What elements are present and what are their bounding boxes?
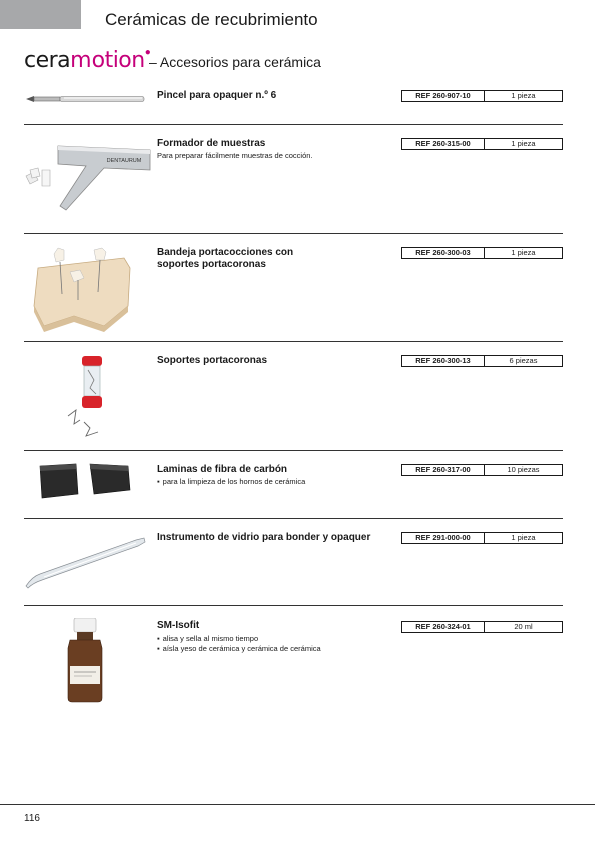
product-name: Instrumento de vidrio para bonder y opaquer xyxy=(157,532,371,543)
product-image-isofit-bottle xyxy=(24,618,144,709)
ref-quantity: 20 ml xyxy=(514,622,533,631)
ref-quantity: 1 pieza xyxy=(511,139,536,148)
footer-separator xyxy=(0,804,595,805)
product-separator xyxy=(24,518,563,519)
product-description: Para preparar fácilmente muestras de cocción. xyxy=(157,151,313,160)
ref-quantity: 1 pieza xyxy=(511,248,536,257)
ref-quantity: 1 pieza xyxy=(511,91,536,100)
product-image-brush xyxy=(24,92,146,111)
product-name-line1: Bandeja portacocciones con xyxy=(157,247,294,258)
product-name: Soportes portacoronas xyxy=(157,355,268,366)
brand-logo-dot: ● xyxy=(144,47,151,58)
product-separator xyxy=(24,233,563,234)
product-image-glass-instrument xyxy=(24,534,148,595)
product-image-crown-supports xyxy=(24,352,114,447)
ref-box xyxy=(401,247,563,259)
product-name: Laminas de fibra de carbón xyxy=(157,464,288,475)
page-title: Cerámicas de recubrimiento xyxy=(105,10,318,29)
brand-logo-part3: otion xyxy=(91,48,145,73)
ref-box xyxy=(401,621,563,633)
product-separator xyxy=(24,124,563,125)
product-image-sample-former xyxy=(24,140,156,217)
section-subtitle: – Accesorios para cerámica xyxy=(149,54,321,70)
bullet-item: ▪ alisa y sella al mismo tiempo xyxy=(157,634,321,644)
page-number: 116 xyxy=(24,813,40,824)
ref-quantity: 10 piezas xyxy=(507,465,540,474)
product-separator xyxy=(24,450,563,451)
product-bullets xyxy=(157,477,305,487)
product-bullets xyxy=(157,634,321,654)
product-name: Pincel para opaquer n.º 6 xyxy=(157,90,277,101)
ref-code: REF 291-000-00 xyxy=(402,533,485,543)
ref-box xyxy=(401,355,563,367)
ref-code: REF 260-317-00 xyxy=(402,465,485,475)
bullet-item: ▪ aísla yeso de cerámica y cerámica de cerámica xyxy=(157,644,321,654)
ref-box xyxy=(401,138,563,150)
product-name: SM-Isofit xyxy=(157,620,200,631)
ref-code: REF 260-300-13 xyxy=(402,356,485,366)
ref-code: REF 260-324-01 xyxy=(402,622,485,632)
product-separator xyxy=(24,341,563,342)
ref-code: REF 260-907-10 xyxy=(402,91,485,101)
ref-quantity: 1 pieza xyxy=(511,533,536,542)
brand-logo-part2: m xyxy=(70,48,92,73)
header-gray-tab xyxy=(0,0,81,29)
ref-box xyxy=(401,532,563,544)
ref-box xyxy=(401,464,563,476)
brand-logo-part1: cera xyxy=(24,48,71,73)
product-name: Formador de muestras xyxy=(157,138,266,149)
product-image-brand-text: DENTAURUM xyxy=(106,158,142,164)
brand-logo xyxy=(24,48,151,76)
ref-box xyxy=(401,90,563,102)
product-image-firing-tray xyxy=(24,244,136,337)
product-name-line2: soportes portacoronas xyxy=(157,259,266,270)
ref-code: REF 260-300-03 xyxy=(402,248,485,258)
bullet-item: ▪ para la limpieza de los hornos de cerámica xyxy=(157,477,305,487)
product-separator xyxy=(24,605,563,606)
ref-code: REF 260-315-00 xyxy=(402,139,485,149)
product-image-carbon-pads xyxy=(24,460,134,507)
ref-quantity: 6 piezas xyxy=(509,356,538,365)
